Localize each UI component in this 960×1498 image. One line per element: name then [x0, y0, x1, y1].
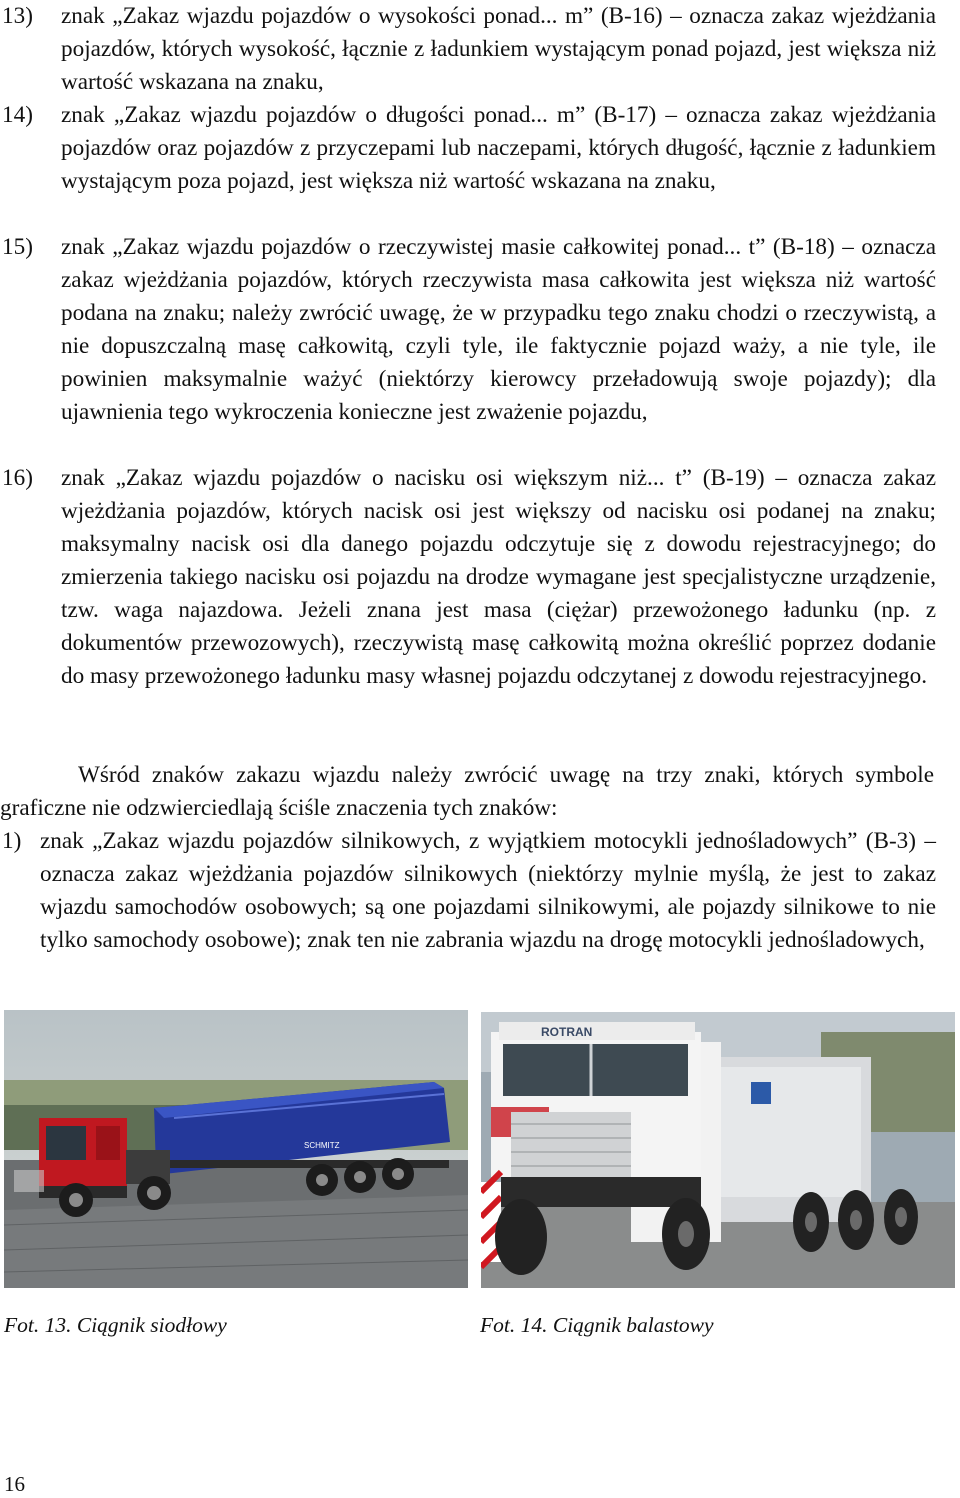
list-number: 15) — [2, 234, 33, 260]
photo-caption-13: Fot. 13. Ciągnik siodłowy — [4, 1313, 227, 1337]
list-text: znak „Zakaz wjazdu pojazdów o wysokości ponad... m” (B-16) – oznacza zakaz wjeżdżania pojazdów, których wysokość, łącznie z ładunkiem wystającym ponad pojazd, jest większa niż wartość wskazana na znaku, — [61, 3, 936, 95]
svg-text:ROTRAN: ROTRAN — [541, 1025, 593, 1039]
list-number: 14) — [2, 102, 33, 128]
list-text: znak „Zakaz wjazdu pojazdów o długości ponad... m” (B-17) – oznacza zakaz wjeżdżania pojazdów oraz pojazdów z przyczepami lub naczepami, których długość, łącznie z ładunkiem wystającym poza pojazd, jest większa niż wartość wskazana na znaku, — [61, 102, 936, 194]
page-number: 16 — [4, 1472, 25, 1496]
body-paragraph: Wśród znaków zakazu wjazdu należy zwrócić uwagę na trzy znaki, których symbole graficzne nie odzwierciedlają ściśle znaczenia tych znaków: — [0, 762, 934, 821]
photo-ballast-tractor — [481, 1012, 955, 1288]
list-number: 16) — [2, 465, 33, 491]
list-item-1 — [0, 825, 936, 957]
photo-semi-trailer-tractor — [4, 1010, 468, 1288]
list-item-15 — [0, 231, 936, 429]
list-item-16 — [0, 462, 936, 693]
list-number: 1) — [2, 828, 22, 854]
list-item-14 — [0, 99, 936, 198]
svg-text:SCHMITZ: SCHMITZ — [304, 1141, 340, 1150]
list-text: znak „Zakaz wjazdu pojazdów o nacisku osi większym niż... t” (B-19) – oznacza zakaz wjeżdżania pojazdów, których nacisk osi jest większy od nacisku osi podanej na znaku; maksymalny nacisk osi dla danego pojazdu odczytuje się z dowodu rejestracyjnego; do zmierzenia takiego nacisku osi pojazdu na drodze wymagane jest specjalistyczne urządzenie, tzw. waga najazdowa. Jeżeli znana jest masa (ciężar) przewożonego ładunku (np. z dokumentów przewozowych), rzeczywistą masę całkowitą można określić poprzez dodanie do masy przewożonego ładunku masy własnej pojazdu odczytanej z dowodu rejestracyjnego. — [61, 465, 936, 689]
list-text: znak „Zakaz wjazdu pojazdów o rzeczywistej masie całkowitej ponad... t” (B-18) – oznacza zakaz wjeżdżania pojazdów, których rzeczywista masa całkowita jest większa niż wartość podana na znaku; należy zwrócić uwagę, że w przypadku tego znaku chodzi o rzeczywistą, a nie dopuszczalną masę całkowitą, czyli tyle, ile faktycznie pojazd waży, a nie tyle, ile powinien maksymalnie ważyć (niektórzy kierowcy przeładowują swoje pojazdy); dla ujawnienia tego wykroczenia konieczne jest zważenie pojazdu, — [61, 234, 936, 425]
list-text: znak „Zakaz wjazdu pojazdów silnikowych, z wyjątkiem motocykli jednośladowych” (B-3) – oznacza zakaz wjeżdżania pojazdów silnikowych (niektórzy mylnie myślą, że jest to zakaz wjazdu samochodów osobowych; są one pojazdami silnikowymi, ale pojazdy silnikowe to nie tylko samochody osobowe); znak ten nie zabrania wjazdu na drogę motocykli jednośladowych, — [40, 828, 936, 953]
photo-caption-14: Fot. 14. Ciągnik balastowy — [480, 1313, 714, 1337]
list-item-13 — [0, 0, 936, 99]
list-number: 13) — [2, 3, 33, 29]
semi-trailer-tractor-image — [4, 1010, 468, 1288]
ballast-tractor-image — [481, 1012, 955, 1288]
